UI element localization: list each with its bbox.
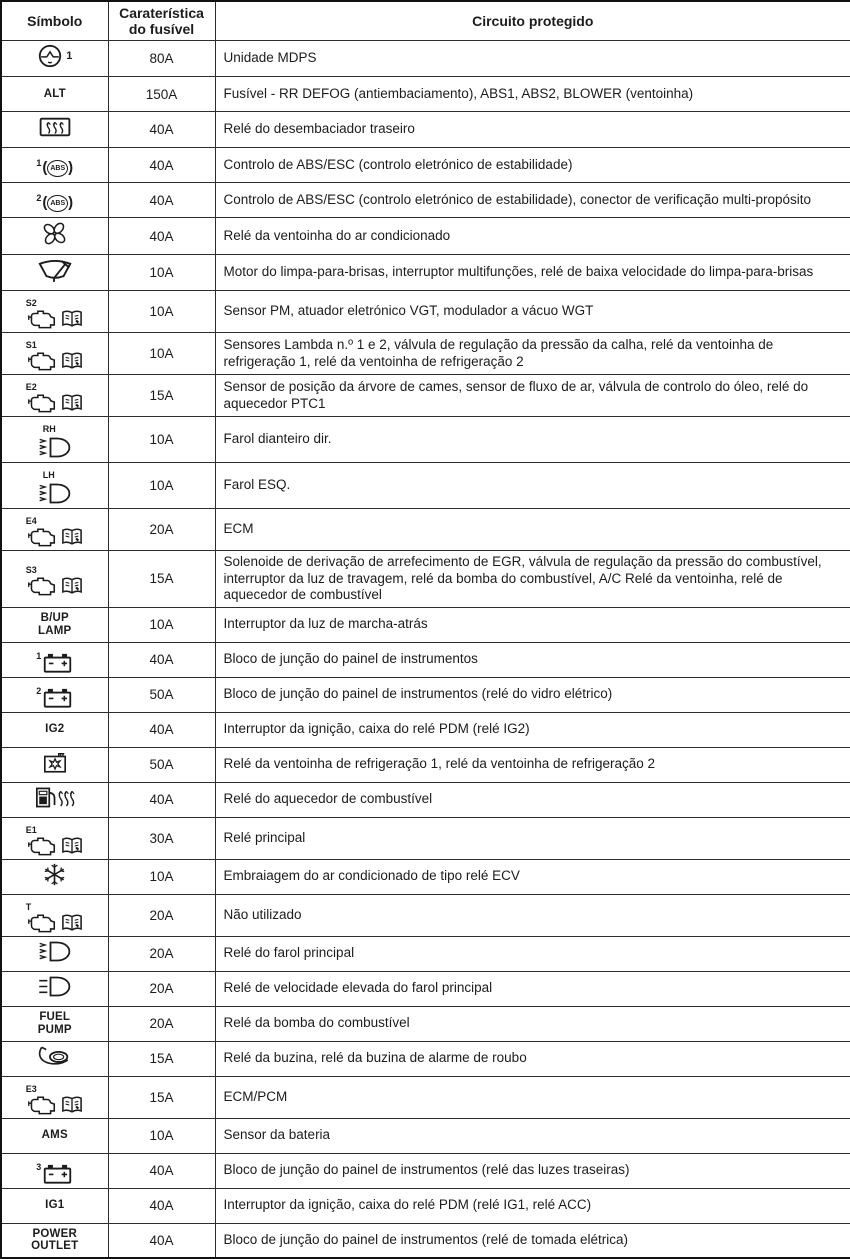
engine-icon	[26, 392, 57, 414]
symbol-label-line: AMS	[41, 1129, 68, 1142]
fuse-rating: 40A	[108, 148, 215, 183]
abs-paren-right: )	[68, 159, 74, 176]
symbol-cell	[1, 817, 108, 859]
table-row	[1, 551, 850, 608]
symbol-cell	[1, 894, 108, 936]
symbol-index: 1	[66, 50, 73, 62]
battery-symbol	[36, 1163, 73, 1185]
symbol-cell	[1, 112, 108, 148]
fuse-rating: 40A	[108, 218, 215, 255]
table-row	[1, 894, 850, 936]
engine-icon	[26, 308, 57, 330]
manual-book-icon	[60, 309, 84, 329]
engine-icon	[26, 912, 57, 934]
engine-icon	[26, 835, 57, 857]
fuse-rating: 40A	[108, 112, 215, 148]
protected-circuit: Embraiagem do ar condicionado de tipo relé ECV	[215, 859, 850, 894]
headlight-symbol	[37, 974, 73, 999]
protected-circuit: Farol dianteiro dir.	[215, 417, 850, 463]
symbol-index: E3	[25, 1083, 37, 1094]
symbol-cell	[1, 183, 108, 218]
fuse-rating: 20A	[108, 894, 215, 936]
protected-circuit: Sensor PM, atuador eletrónico VGT, modulador a vácuo WGT	[215, 291, 850, 333]
symbol-label-line: B/UP	[40, 612, 69, 624]
protected-circuit: Bloco de junção do painel de instrumentos (relé do vidro elétrico)	[215, 677, 850, 712]
low-beam-headlight-icon	[37, 481, 73, 506]
symbol-cell	[1, 712, 108, 747]
symbol-label-line: PUMP	[37, 1023, 72, 1036]
fuse-rating: 10A	[108, 255, 215, 291]
symbol-label	[4, 723, 106, 736]
protected-circuit: Não utilizado	[215, 894, 850, 936]
symbol-cell	[1, 1153, 108, 1188]
symbol-cell	[1, 291, 108, 333]
symbol-cell	[1, 1076, 108, 1118]
table-row	[1, 1118, 850, 1153]
manual-book-icon	[60, 576, 84, 596]
low-beam-headlight-icon	[37, 435, 73, 460]
symbol-cell	[1, 1188, 108, 1223]
engine-symbol	[26, 383, 84, 414]
engine-symbol	[26, 826, 84, 857]
table-row	[1, 509, 850, 551]
symbol-index: LH	[42, 470, 55, 480]
symbol-label-line: LAMP	[38, 624, 72, 637]
engine-book-icons	[26, 1094, 84, 1116]
protected-circuit: Motor do limpa-para-brisas, interruptor multifunções, relé de baixa velocidade do limpa-para-brisas	[215, 255, 850, 291]
symbol-index: S1	[25, 340, 37, 350]
symbol-label	[4, 612, 106, 637]
symbol-cell	[1, 333, 108, 375]
symbol-cell	[1, 417, 108, 463]
table-row	[1, 112, 850, 148]
engine-symbol	[26, 1085, 84, 1116]
table-row	[1, 183, 850, 218]
table-row	[1, 375, 850, 417]
symbol-label	[4, 1199, 106, 1212]
table-row	[1, 148, 850, 183]
engine-symbol	[26, 341, 84, 372]
fuse-rating: 40A	[108, 712, 215, 747]
symbol-label-line: POWER	[32, 1227, 77, 1240]
abs-symbol	[36, 159, 73, 177]
manual-book-icon	[60, 393, 84, 413]
symbol-cell	[1, 463, 108, 509]
symbol-label-line: ALT	[43, 87, 66, 100]
protected-circuit: Bloco de junção do painel de instrumentos (relé das luzes traseiras)	[215, 1153, 850, 1188]
abs-icon	[42, 159, 73, 177]
symbol-cell	[1, 148, 108, 183]
table-row	[1, 77, 850, 112]
protected-circuit: Farol ESQ.	[215, 463, 850, 509]
symbol-index: 1	[36, 650, 42, 661]
symbol-cell	[1, 551, 108, 608]
abs-paren-right: )	[68, 194, 74, 211]
table-row	[1, 1188, 850, 1223]
fuse-rating: 10A	[108, 333, 215, 375]
fuse-rating: 15A	[108, 1041, 215, 1076]
abs-symbol	[36, 194, 73, 212]
symbol-icon-wrap	[36, 1045, 73, 1067]
header-symbol: Símbolo	[1, 1, 108, 41]
engine-book-icons	[26, 392, 84, 414]
engine-book-icons	[26, 526, 84, 548]
headlight-symbol	[37, 939, 73, 964]
battery-icon	[42, 652, 73, 674]
engine-book-icons	[26, 350, 84, 372]
protected-circuit: ECM/PCM	[215, 1076, 850, 1118]
windshield-wiper-icon	[36, 257, 74, 283]
symbol-cell	[1, 607, 108, 642]
protected-circuit: Interruptor da ignição, caixa do relé PDM (relé IG1, relé ACC)	[215, 1188, 850, 1223]
table-row	[1, 1006, 850, 1041]
manual-book-icon	[60, 836, 84, 856]
battery-symbol	[36, 687, 73, 709]
protected-circuit: Controlo de ABS/ESC (controlo eletrónico de estabilidade)	[215, 148, 850, 183]
engine-book-icons	[26, 575, 84, 597]
symbol-icon-wrap	[42, 862, 67, 887]
fuse-rating: 10A	[108, 1118, 215, 1153]
symbol-icon-wrap	[38, 114, 72, 140]
engine-symbol	[26, 566, 84, 597]
protected-circuit: Sensor de posição da árvore de cames, sensor de fluxo de ar, válvula de controlo do óleo, relé do aquecedor PTC1	[215, 375, 850, 417]
table-row	[1, 817, 850, 859]
table-row	[1, 936, 850, 971]
protected-circuit: Controlo de ABS/ESC (controlo eletrónico de estabilidade), conector de verificação multi-propósito	[215, 183, 850, 218]
fuse-rating: 20A	[108, 936, 215, 971]
table-row	[1, 747, 850, 782]
protected-circuit: ECM	[215, 509, 850, 551]
table-row	[1, 463, 850, 509]
symbol-index: RH	[42, 424, 56, 434]
symbol-index: 3	[36, 1161, 42, 1172]
table-row	[1, 255, 850, 291]
symbol-cell	[1, 677, 108, 712]
table-row	[1, 218, 850, 255]
symbol-cell	[1, 41, 108, 77]
fuse-rating: 10A	[108, 291, 215, 333]
symbol-cell	[1, 1041, 108, 1076]
protected-circuit: Interruptor da ignição, caixa do relé PDM (relé IG2)	[215, 712, 850, 747]
protected-circuit: Relé da ventoinha do ar condicionado	[215, 218, 850, 255]
table-row	[1, 782, 850, 817]
symbol-cell	[1, 782, 108, 817]
battery-icon	[42, 1163, 73, 1185]
headlight-symbol	[37, 471, 73, 506]
protected-circuit: Unidade MDPS	[215, 41, 850, 77]
symbol-index: T	[25, 901, 32, 912]
fuse-rating: 40A	[108, 183, 215, 218]
fuse-rating: 20A	[108, 971, 215, 1006]
symbol-index: 2	[36, 685, 42, 696]
symbol-label-line: FUEL	[39, 1011, 71, 1023]
fuse-rating: 150A	[108, 77, 215, 112]
symbol-cell	[1, 255, 108, 291]
manual-book-icon	[60, 913, 84, 933]
symbol-label-line: IG1	[45, 1199, 65, 1212]
symbol-cell	[1, 747, 108, 782]
symbol-cell	[1, 1006, 108, 1041]
protected-circuit: Relé do desembaciador traseiro	[215, 112, 850, 148]
symbol-cell	[1, 509, 108, 551]
symbol-index: E2	[25, 382, 37, 392]
engine-icon	[26, 1094, 57, 1116]
fuse-rating: 10A	[108, 417, 215, 463]
coolant-reservoir-icon	[41, 750, 69, 775]
symbol-cell	[1, 642, 108, 677]
table-row	[1, 1153, 850, 1188]
symbol-cell	[1, 1223, 108, 1258]
symbol-label	[4, 1129, 106, 1142]
fuse-rating: 50A	[108, 747, 215, 782]
table-row	[1, 333, 850, 375]
protected-circuit: Solenoide de derivação de arrefecimento de EGR, válvula de regulação da pressão do combustível, interruptor da luz de travagem, relé da bomba do combustível, A/C Relé da ventoinha, relé de aquecedor de combustível	[215, 551, 850, 608]
fuse-rating: 10A	[108, 607, 215, 642]
abs-label: ABS	[47, 160, 68, 177]
symbol-label	[4, 1228, 106, 1253]
protected-circuit: Relé do farol principal	[215, 936, 850, 971]
fuse-rating: 40A	[108, 1153, 215, 1188]
table-row	[1, 859, 850, 894]
fuse-rating: 20A	[108, 1006, 215, 1041]
manual-book-icon	[60, 351, 84, 371]
table-row	[1, 291, 850, 333]
protected-circuit: Relé da buzina, relé da buzina de alarme de roubo	[215, 1041, 850, 1076]
protected-circuit: Relé da bomba do combustível	[215, 1006, 850, 1041]
table-row	[1, 1076, 850, 1118]
engine-symbol	[26, 299, 84, 330]
protected-circuit: Interruptor da luz de marcha-atrás	[215, 607, 850, 642]
protected-circuit: Relé da ventoinha de refrigeração 1, relé da ventoinha de refrigeração 2	[215, 747, 850, 782]
fuse-rating: 40A	[108, 1223, 215, 1258]
fuse-table-header	[1, 1, 850, 41]
symbol-cell	[1, 1118, 108, 1153]
symbol-label-line: IG2	[45, 723, 65, 736]
high-beam-headlight-icon	[37, 974, 73, 999]
protected-circuit: Sensor da bateria	[215, 1118, 850, 1153]
engine-icon	[26, 526, 57, 548]
symbol-index: S3	[25, 565, 37, 576]
symbol-cell	[1, 375, 108, 417]
symbol-icon-wrap	[41, 220, 68, 247]
fuel-heater-icon	[34, 785, 76, 810]
symbol-label	[4, 1011, 106, 1036]
table-row	[1, 607, 850, 642]
fuse-rating: 10A	[108, 859, 215, 894]
fuse-rating: 40A	[108, 642, 215, 677]
manual-book-icon	[60, 1095, 84, 1115]
low-beam-headlight-icon	[37, 939, 73, 964]
symbol-index: E4	[25, 516, 37, 526]
engine-icon	[26, 575, 57, 597]
symbol-label	[4, 88, 106, 101]
fuse-rating: 10A	[108, 463, 215, 509]
abs-label: ABS	[47, 195, 68, 212]
symbol-cell	[1, 859, 108, 894]
symbol-icon-wrap	[41, 750, 69, 775]
fuse-rating: 20A	[108, 509, 215, 551]
table-row	[1, 1041, 850, 1076]
fuse-rating: 15A	[108, 1076, 215, 1118]
headlight-symbol	[37, 425, 73, 460]
engine-symbol	[26, 903, 84, 934]
abs-icon	[42, 194, 73, 212]
symbol-index: E1	[25, 824, 37, 835]
symbol-cell	[1, 218, 108, 255]
battery-icon	[42, 687, 73, 709]
snowflake-icon	[42, 862, 67, 887]
protected-circuit: Relé principal	[215, 817, 850, 859]
table-row	[1, 712, 850, 747]
symbol-cell	[1, 936, 108, 971]
table-row	[1, 971, 850, 1006]
steering-wheel-icon	[37, 43, 63, 69]
fuse-rating: 15A	[108, 551, 215, 608]
fuse-rating: 15A	[108, 375, 215, 417]
engine-book-icons	[26, 835, 84, 857]
symbol-label-line: OUTLET	[31, 1240, 79, 1253]
header-fuse-rating: Caraterística do fusível	[108, 1, 215, 41]
symbol-icon-wrap	[37, 43, 72, 69]
header-protected-circuit: Circuito protegido	[215, 1, 850, 41]
header-row	[1, 1, 850, 41]
fan-icon	[41, 220, 68, 247]
fuse-rating: 50A	[108, 677, 215, 712]
protected-circuit: Relé do aquecedor de combustível	[215, 782, 850, 817]
horn-icon	[36, 1045, 73, 1067]
protected-circuit: Bloco de junção do painel de instrumentos	[215, 642, 850, 677]
abs-paren-left: (	[42, 194, 48, 211]
protected-circuit: Relé de velocidade elevada do farol principal	[215, 971, 850, 1006]
table-row	[1, 1223, 850, 1258]
rear-defogger-icon	[38, 114, 72, 140]
engine-symbol	[26, 517, 84, 548]
symbol-cell	[1, 971, 108, 1006]
manual-book-icon	[60, 527, 84, 547]
fuse-table-body	[1, 41, 850, 1259]
protected-circuit: Sensores Lambda n.º 1 e 2, válvula de regulação da pressão da calha, relé da ventoinha de refrigeração 1, relé da ventoinha de refrigeração 2	[215, 333, 850, 375]
table-row	[1, 642, 850, 677]
symbol-index: 2	[36, 193, 42, 203]
abs-paren-left: (	[42, 159, 48, 176]
fuse-rating: 40A	[108, 782, 215, 817]
engine-book-icons	[26, 308, 84, 330]
table-row	[1, 41, 850, 77]
symbol-cell	[1, 77, 108, 112]
table-row	[1, 677, 850, 712]
symbol-icon-wrap	[34, 785, 76, 810]
symbol-icon-wrap	[36, 257, 74, 283]
fuse-rating: 80A	[108, 41, 215, 77]
table-row	[1, 417, 850, 463]
engine-book-icons	[26, 912, 84, 934]
engine-icon	[26, 350, 57, 372]
fuse-rating: 30A	[108, 817, 215, 859]
symbol-index: 1	[36, 158, 42, 168]
protected-circuit: Bloco de junção do painel de instrumentos (relé de tomada elétrica)	[215, 1223, 850, 1258]
battery-symbol	[36, 652, 73, 674]
symbol-index: S2	[25, 298, 37, 308]
protected-circuit: Fusível - RR DEFOG (antiembaciamento), ABS1, ABS2, BLOWER (ventoinha)	[215, 77, 850, 112]
fuse-rating: 40A	[108, 1188, 215, 1223]
